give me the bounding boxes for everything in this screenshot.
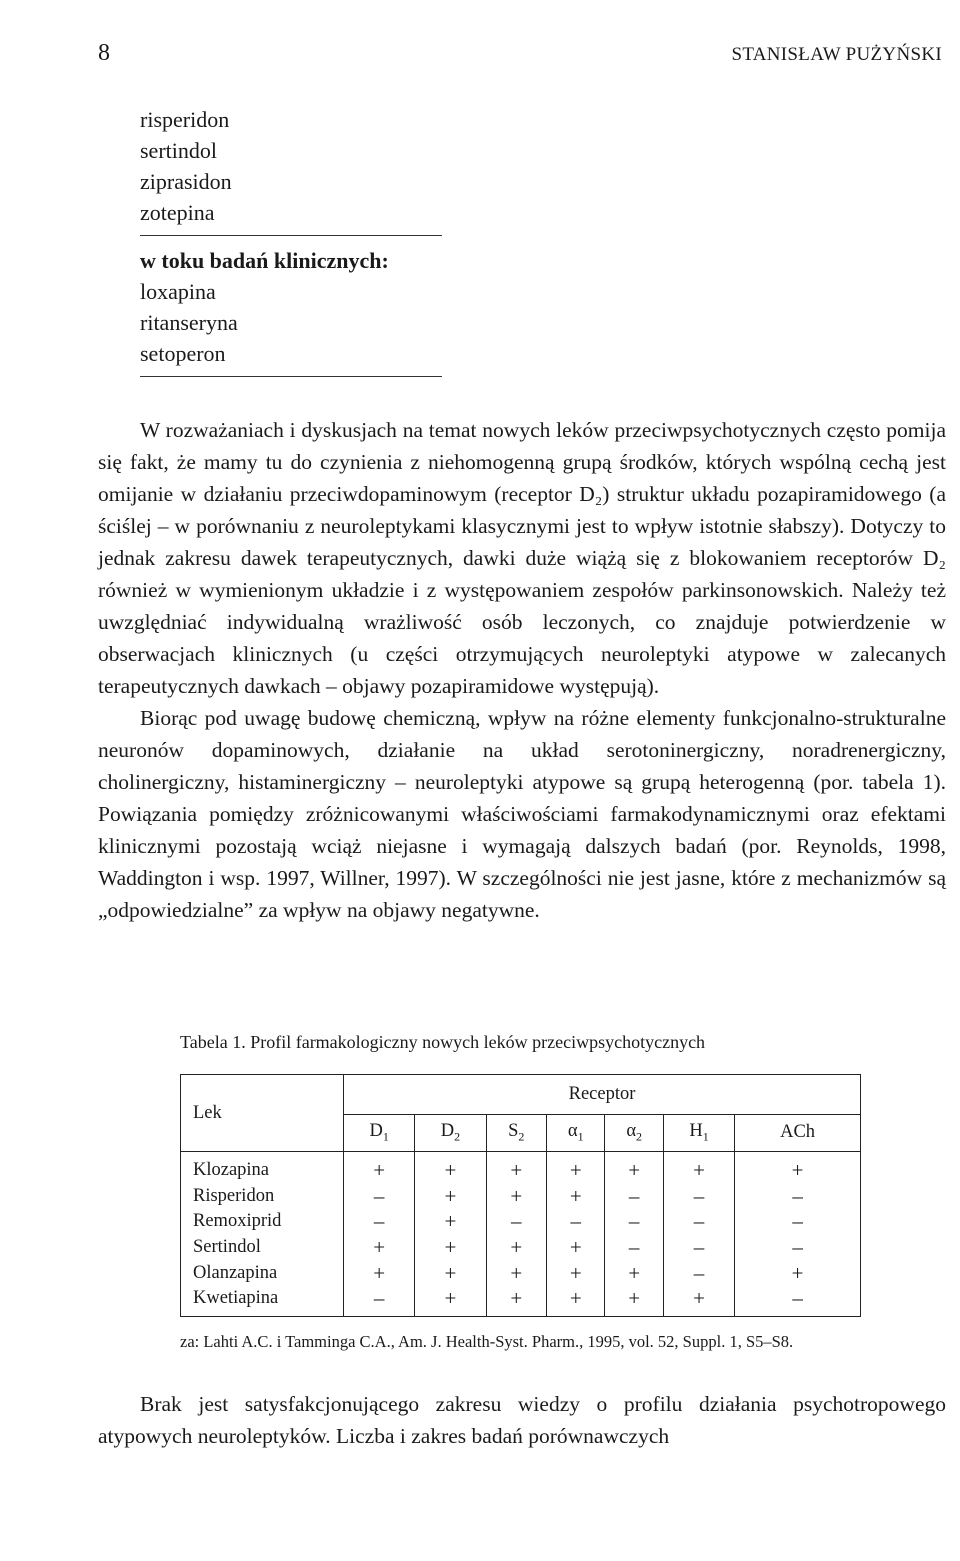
table-row [181, 1286, 861, 1316]
receptor-value-cell: + [486, 1184, 547, 1210]
receptor-value-cell: – [344, 1286, 415, 1316]
drug-item: sertindol [140, 138, 217, 163]
receptor-symbol: α [626, 1120, 637, 1141]
drug-name-cell: Klozapina [181, 1152, 344, 1184]
receptor-header: Receptor [344, 1075, 861, 1115]
receptor-column-header [663, 1114, 734, 1152]
receptor-value-cell: – [663, 1209, 734, 1235]
drug-list [140, 104, 442, 386]
receptor-value-cell: + [547, 1235, 605, 1261]
receptor-value-cell: + [344, 1235, 415, 1261]
drug-item: zotepina [140, 200, 215, 225]
table-row [181, 1184, 861, 1210]
receptor-symbol: D [369, 1120, 383, 1141]
table-caption: Tabela 1. Profil farmakologiczny nowych leków przeciwpsychotycznych [180, 1032, 706, 1052]
drug-item: ritanseryna [140, 310, 238, 335]
table-source: za: Lahti A.C. i Tamminga C.A., Am. J. Health-Syst. Pharm., 1995, vol. 52, Suppl. 1, S5–S8. [180, 1332, 794, 1351]
table-row [181, 1235, 861, 1261]
receptor-value-cell: – [605, 1184, 663, 1210]
drug-item: risperidon [140, 107, 230, 132]
receptor-subscript: 1 [702, 1129, 709, 1144]
receptor-value-cell: + [415, 1152, 486, 1184]
receptor-value-cell: + [605, 1260, 663, 1286]
page-number: 8 [98, 40, 110, 66]
drug-name-cell: Risperidon [181, 1184, 344, 1210]
receptor-column-header [486, 1114, 547, 1152]
body-text [98, 414, 946, 926]
receptor-symbol: α [567, 1120, 578, 1141]
paragraph: Biorąc pod uwagę budowę chemiczną, wpływ na różne elementy funkcjonalno-strukturalne neuronów dopaminowych, działanie na układ serotoninergiczny, noradrenergiczny, cholinergiczny, histaminergiczny – neuroleptyki atypowe są grupą heterogenną (por. tabela 1). Powiązania pomiędzy zróżnicowanymi właściwościami farmakodynamicznymi oraz efektami klinicznymi pozostają wciąż niejasne i wymagają dalszych badań (por. Reynolds, 1998, Waddington i wsp. 1997, Willner, 1997). W szczególności nie jest jasne, które z mechanizmów są „odpowiedzialne” za wpływ na objawy negatywne. [98, 706, 946, 922]
receptor-value-cell: + [344, 1152, 415, 1184]
receptor-value-cell: + [415, 1235, 486, 1261]
receptor-value-cell: + [547, 1286, 605, 1316]
table-row [181, 1260, 861, 1286]
receptor-symbol: ACh [780, 1122, 816, 1143]
drug-item: ziprasidon [140, 169, 232, 194]
receptor-column-header [344, 1114, 415, 1152]
receptor-value-cell: + [415, 1260, 486, 1286]
receptor-symbol: D [440, 1120, 455, 1141]
receptor-value-cell: – [663, 1184, 734, 1210]
receptor-value-cell: – [605, 1235, 663, 1261]
list-divider [140, 376, 442, 377]
receptor-value-cell: – [344, 1184, 415, 1210]
receptor-value-cell: + [486, 1260, 547, 1286]
receptor-column-header [547, 1114, 605, 1152]
receptor-subscript: 1 [577, 1129, 584, 1144]
lek-header: Lek [181, 1075, 344, 1152]
receptor-value-cell: + [605, 1152, 663, 1184]
receptor-symbol: S [508, 1120, 519, 1141]
receptor-value-cell: + [486, 1286, 547, 1316]
receptor-value-cell: – [663, 1235, 734, 1261]
receptor-value-cell: + [735, 1260, 861, 1286]
drug-item: loxapina [140, 279, 216, 304]
receptor-value-cell: – [663, 1260, 734, 1286]
receptor-value-cell: – [486, 1209, 547, 1235]
table-row [181, 1152, 861, 1184]
receptor-value-cell: – [735, 1209, 861, 1235]
receptor-subscript: 2 [454, 1129, 461, 1144]
receptor-value-cell: + [547, 1184, 605, 1210]
receptor-value-cell: + [735, 1152, 861, 1184]
receptor-value-cell: + [663, 1286, 734, 1316]
receptor-value-cell: + [486, 1235, 547, 1261]
receptor-value-cell: + [344, 1260, 415, 1286]
receptor-value-cell: – [344, 1209, 415, 1235]
receptor-subscript: 2 [518, 1129, 525, 1144]
table-row [181, 1209, 861, 1235]
pharmacology-table [180, 1074, 861, 1317]
receptor-value-cell: – [735, 1235, 861, 1261]
receptor-column-header [735, 1114, 861, 1152]
drug-item: setoperon [140, 341, 226, 366]
paragraph: W rozważaniach i dyskusjach na temat nowych leków przeciwpsychotycznych często pomija się fakt, że mamy tu do czynienia z niehomogenną grupą środków, których wspólną cechą jest omijanie w działaniu przeciwdopaminowym (receptor D₂) struktur układu pozapiramidowego (a ściślej – w porównaniu z neuroleptykami klasycznymi jest to wpływ istotnie słabszy). Dotyczy to jednak zakresu dawek terapeutycznych, dawki duże wiążą się z blokowaniem receptorów D₂ również w wymienionym układzie i z występowaniem zespołów parkinsonowskich. Należy też uwzględniać indywidualną wrażliwość osób leczonych, co znajduje potwierdzenie w obserwacjach klinicznych (u części otrzymujących neuroleptyki atypowe w zalecanych terapeutycznych dawkach – objawy pozapiramidowe występują). [98, 418, 946, 698]
list-divider [140, 235, 442, 236]
receptor-value-cell: – [735, 1184, 861, 1210]
receptor-value-cell: + [415, 1184, 486, 1210]
running-head: STANISŁAW PUŻYŃSKI [731, 44, 942, 65]
receptor-column-header [415, 1114, 486, 1152]
trials-heading: w toku badań klinicznych: [140, 248, 389, 273]
receptor-column-header [605, 1114, 663, 1152]
drug-name-cell: Sertindol [181, 1235, 344, 1261]
receptor-value-cell: + [663, 1152, 734, 1184]
receptor-value-cell: + [547, 1260, 605, 1286]
receptor-subscript: 2 [636, 1129, 643, 1144]
receptor-value-cell: – [547, 1209, 605, 1235]
drug-name-cell: Kwetiapina [181, 1286, 344, 1316]
paragraph: Brak jest satysfakcjonującego zakresu wiedzy o profilu działania psychotropowego atypowych neuroleptyków. Liczba i zakres badań porównawczych [98, 1392, 946, 1448]
receptor-value-cell: – [605, 1209, 663, 1235]
receptor-value-cell: + [415, 1286, 486, 1316]
drug-name-cell: Olanzapina [181, 1260, 344, 1286]
receptor-symbol: H [689, 1120, 703, 1141]
body-text [98, 1388, 946, 1452]
drug-name-cell: Remoxiprid [181, 1209, 344, 1235]
receptor-value-cell: – [735, 1286, 861, 1316]
receptor-value-cell: + [486, 1152, 547, 1184]
receptor-value-cell: + [547, 1152, 605, 1184]
receptor-subscript: 1 [382, 1129, 389, 1144]
receptor-value-cell: + [415, 1209, 486, 1235]
receptor-value-cell: + [605, 1286, 663, 1316]
